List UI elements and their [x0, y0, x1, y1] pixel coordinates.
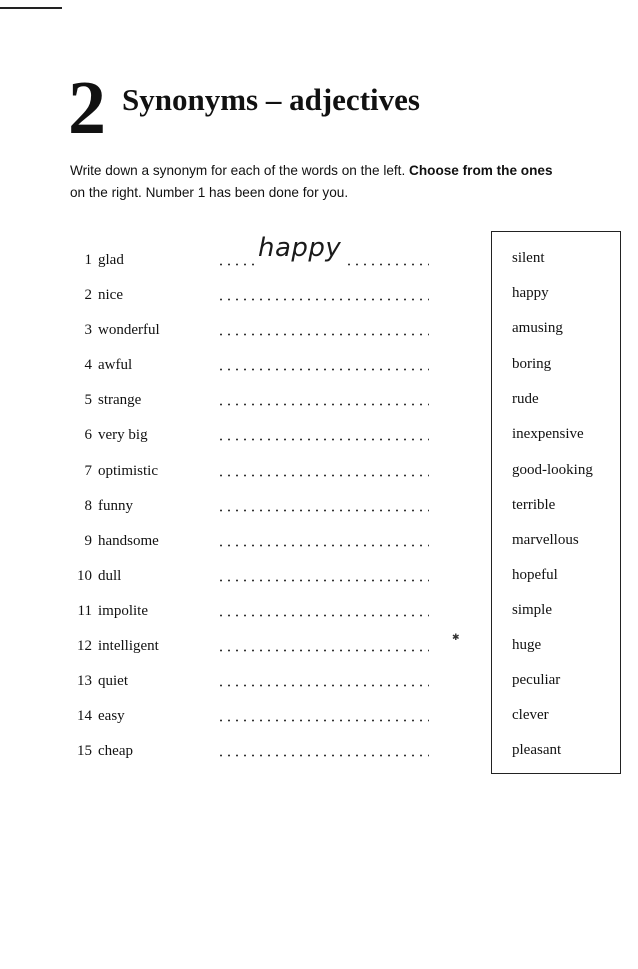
choice-item: terrible	[512, 497, 556, 513]
choice-item: pleasant	[512, 742, 562, 758]
choice-item: amusing	[512, 320, 563, 336]
item-word: quiet	[98, 673, 128, 689]
answer-blank[interactable]	[217, 719, 429, 722]
ink-speck: ✱	[452, 633, 460, 643]
item-number: 13	[77, 673, 92, 689]
answer-blank[interactable]	[217, 544, 429, 547]
item-number: 12	[77, 638, 92, 654]
answer-blank[interactable]	[217, 684, 429, 687]
answer-blank[interactable]	[217, 333, 429, 336]
item-number: 15	[77, 743, 92, 759]
item-word: glad	[98, 252, 124, 268]
choice-item: marvellous	[512, 532, 579, 548]
top-rule	[0, 7, 62, 9]
answer-blank[interactable]	[217, 614, 429, 617]
item-word: intelligent	[98, 638, 159, 654]
item-number: 1	[84, 252, 92, 268]
choice-item: silent	[512, 250, 545, 266]
item-word: very big	[98, 427, 148, 443]
item-number: 14	[77, 708, 92, 724]
item-number: 4	[84, 357, 92, 373]
instructions-text-line2: on the right. Number 1 has been done for you.	[70, 185, 349, 200]
choice-item: boring	[512, 356, 552, 372]
choice-item: inexpensive	[512, 426, 584, 442]
item-number: 11	[77, 603, 92, 619]
chapter-title: Synonyms – adjectives	[122, 82, 420, 117]
instructions-bold-text: Choose from the ones	[409, 163, 553, 178]
item-word: optimistic	[98, 463, 158, 479]
choice-item: good-looking	[512, 462, 593, 478]
choice-item: peculiar	[512, 672, 561, 688]
item-number: 6	[84, 427, 92, 443]
item-word: dull	[98, 568, 122, 584]
item-word: impolite	[98, 603, 148, 619]
answer-blank[interactable]	[217, 474, 429, 477]
chapter-number: 2	[68, 66, 104, 150]
item-word: nice	[98, 287, 123, 303]
item-number: 2	[84, 287, 92, 303]
handwritten-answer: happy	[258, 233, 342, 263]
item-word: awful	[98, 357, 133, 373]
item-word: handsome	[98, 533, 159, 549]
choice-item: huge	[512, 637, 542, 653]
instructions	[70, 160, 630, 204]
item-number: 7	[84, 463, 92, 479]
answer-blank[interactable]	[217, 649, 429, 652]
item-number: 9	[84, 533, 92, 549]
choice-item: rude	[512, 391, 539, 407]
instructions-text: Write down a synonym for each of the words on the left.	[70, 163, 410, 178]
item-word: strange	[98, 392, 142, 408]
item-number: 8	[84, 498, 92, 514]
answer-blank[interactable]	[217, 754, 429, 757]
choice-item: simple	[512, 602, 552, 618]
answer-blank[interactable]	[217, 403, 429, 406]
item-number: 3	[84, 322, 92, 338]
answer-blank[interactable]	[217, 509, 429, 512]
item-word: wonderful	[98, 322, 160, 338]
choice-item: hopeful	[512, 567, 558, 583]
choice-item: happy	[512, 285, 549, 301]
item-number: 5	[84, 392, 92, 408]
answer-blank[interactable]	[217, 438, 429, 441]
item-word: easy	[98, 708, 125, 724]
choice-item: clever	[512, 707, 549, 723]
answer-blank[interactable]	[217, 368, 429, 371]
answer-blank[interactable]	[217, 298, 429, 301]
item-word: cheap	[98, 743, 133, 759]
answer-blank[interactable]	[217, 579, 429, 582]
item-word: funny	[98, 498, 133, 514]
item-number: 10	[77, 568, 92, 584]
